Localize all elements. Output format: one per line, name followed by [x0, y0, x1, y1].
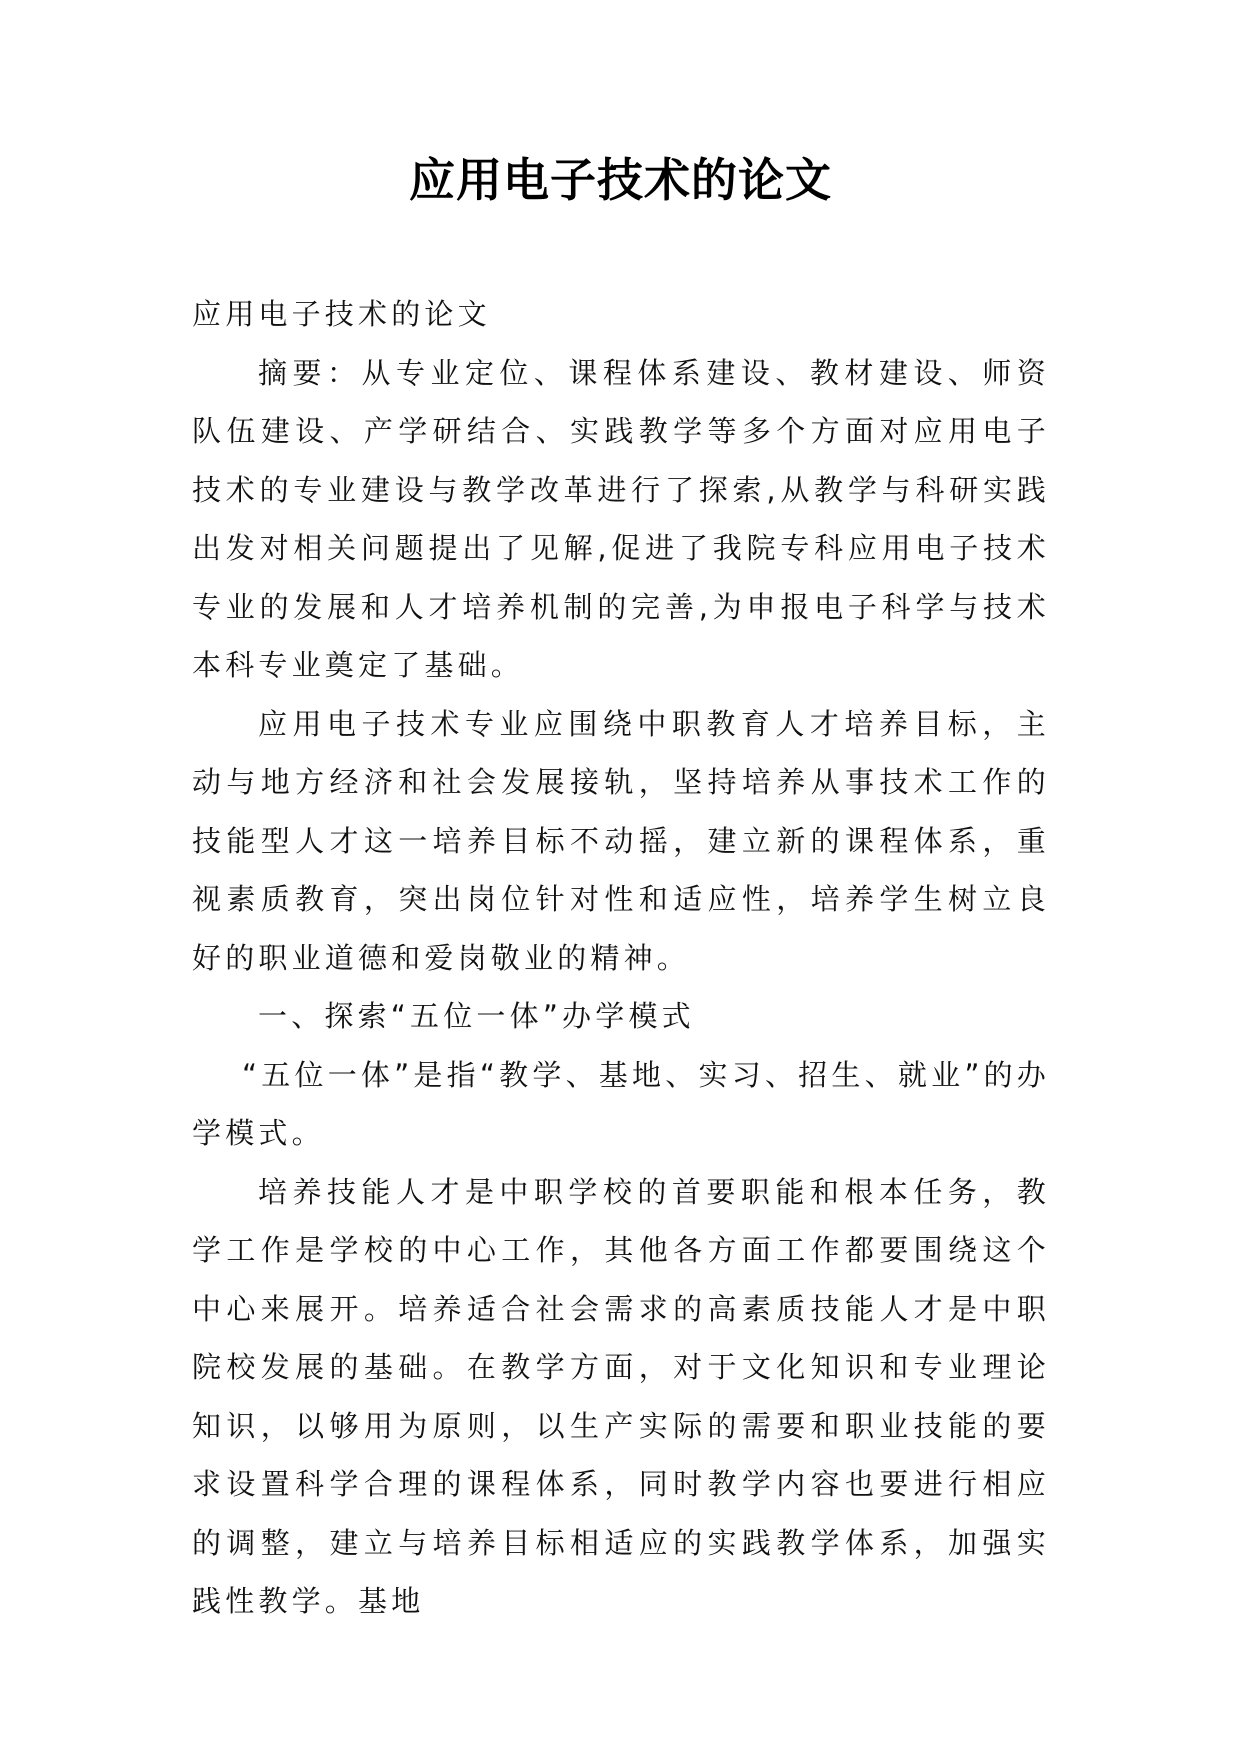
body-paragraph: 应用电子技术专业应围绕中职教育人才培养目标，主动与地方经济和社会发展接轨，坚持培养从事技术工作的技能型人才这一培养目标不动摇，建立新的课程体系，重视素质教育，突出岗位针对性和适应性，培养学生树立良好的职业道德和爱岗敬业的精神。 [192, 706, 1050, 975]
abstract-paragraph: 摘要：从专业定位、课程体系建设、教材建设、师资队伍建设、产学研结合、实践教学等多个方面对应用电子技术的专业建设与教学改革进行了探索,从教学与科研实践出发对相关问题提出了见解,促进了我院专科应用电子技术专业的发展和人才培养机制的完善,为申报电子科学与技术本科专业奠定了基础。 [192, 355, 1050, 682]
body-paragraph: 培养技能人才是中职学校的首要职能和根本任务，教学工作是学校的中心工作，其他各方面工作都要围绕这个中心来展开。培养适合社会需求的高素质技能人才是中职院校发展的基础。在教学方面，对于文化知识和专业理论知识，以够用为原则，以生产实际的需要和职业技能的要求设置科学合理的课程体系，同时教学内容也要进行相应的调整，建立与培养目标相适应的实践教学体系，加强实践性教学。基地 [192, 1174, 1050, 1618]
subtitle-paragraph: 应用电子技术的论文 [192, 297, 491, 331]
document-title: 应用电子技术的论文 [409, 153, 832, 207]
body-paragraph: “五位一体”是指“教学、基地、实习、招生、就业”的办学模式。 [192, 1057, 1050, 1150]
document-body [192, 285, 1050, 1631]
section-heading: 一、探索“五位一体”办学模式 [258, 999, 695, 1033]
